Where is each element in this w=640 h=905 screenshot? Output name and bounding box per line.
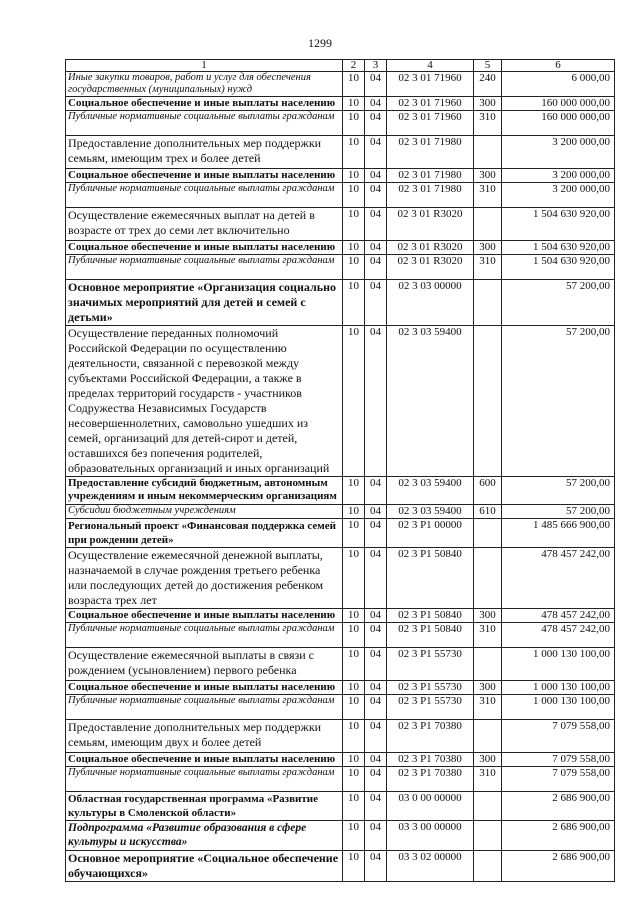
row-target-code: 02 3 P1 55730 [387,648,474,681]
row-section: 10 [343,851,365,882]
row-amount: 7 079 558,00 [502,767,615,792]
row-section: 10 [343,648,365,681]
table-row [66,97,615,111]
row-amount: 478 457 242,00 [502,548,615,609]
row-amount: 3 200 000,00 [502,183,615,208]
table-row [66,720,615,753]
row-section: 10 [343,326,365,477]
row-subsection: 04 [365,169,387,183]
row-section: 10 [343,241,365,255]
row-name: Публичные нормативные социальные выплаты гражданам [66,695,343,720]
row-expense-type [474,136,502,169]
table-row [66,792,615,821]
row-amount: 57 200,00 [502,326,615,477]
row-target-code: 02 3 03 00000 [387,280,474,326]
table-row [66,111,615,136]
row-target-code: 03 3 02 00000 [387,851,474,882]
table-row [66,609,615,623]
row-name: Социальное обеспечение и иные выплаты населению [66,241,343,255]
row-expense-type: 600 [474,477,502,505]
row-amount: 57 200,00 [502,477,615,505]
row-subsection: 04 [365,720,387,753]
row-section: 10 [343,208,365,241]
row-expense-type: 310 [474,255,502,280]
col-header: 6 [502,60,615,72]
row-expense-type: 310 [474,695,502,720]
row-section: 10 [343,477,365,505]
row-amount: 7 079 558,00 [502,753,615,767]
row-subsection: 04 [365,477,387,505]
row-target-code: 02 3 P1 70380 [387,767,474,792]
row-section: 10 [343,72,365,97]
row-section: 10 [343,609,365,623]
row-subsection: 04 [365,72,387,97]
row-section: 10 [343,169,365,183]
row-name: Предоставление дополнительных мер поддержки семьям, имеющим трех и более детей [66,136,343,169]
row-amount: 2 686 900,00 [502,792,615,821]
row-target-code: 02 3 P1 70380 [387,720,474,753]
col-header: 1 [66,60,343,72]
row-name: Социальное обеспечение и иные выплаты населению [66,753,343,767]
row-name: Публичные нормативные социальные выплаты гражданам [66,623,343,648]
table-row [66,695,615,720]
table-row [66,623,615,648]
row-target-code: 03 3 00 00000 [387,821,474,851]
row-name: Осуществление переданных полномочий Российской Федерации по осуществлению деятельности, связанной с перевозкой между субъектами Российской Федерации, а также в пределах территорий государств - участников Содружества Независимых Государств несовершеннолетних, самовольно ушедших из семей, организаций для детей-сирот и детей, оставшихся без попечения родителей, образовательных организаций и иных организаций [66,326,343,477]
row-subsection: 04 [365,208,387,241]
row-amount: 1 504 630 920,00 [502,255,615,280]
row-section: 10 [343,767,365,792]
row-amount: 1 000 130 100,00 [502,648,615,681]
row-subsection: 04 [365,519,387,548]
row-name: Социальное обеспечение и иные выплаты населению [66,609,343,623]
table-row [66,753,615,767]
table-row [66,183,615,208]
row-name: Осуществление ежемесячных выплат на детей в возрасте от трех до семи лет включительно [66,208,343,241]
row-expense-type: 300 [474,97,502,111]
col-header: 2 [343,60,365,72]
row-target-code: 02 3 01 R3020 [387,255,474,280]
row-expense-type: 300 [474,241,502,255]
row-section: 10 [343,792,365,821]
row-target-code: 02 3 P1 55730 [387,695,474,720]
table-row [66,255,615,280]
row-name: Региональный проект «Финансовая поддержка семей при рождении детей» [66,519,343,548]
row-amount: 160 000 000,00 [502,111,615,136]
row-section: 10 [343,97,365,111]
row-target-code: 02 3 01 71960 [387,72,474,97]
row-target-code: 03 0 00 00000 [387,792,474,821]
table-row [66,519,615,548]
row-expense-type [474,208,502,241]
row-subsection: 04 [365,695,387,720]
row-subsection: 04 [365,548,387,609]
row-expense-type: 610 [474,505,502,519]
row-amount: 7 079 558,00 [502,720,615,753]
row-subsection: 04 [365,183,387,208]
table-row [66,208,615,241]
row-subsection: 04 [365,280,387,326]
row-target-code: 02 3 01 71960 [387,111,474,136]
row-target-code: 02 3 P1 00000 [387,519,474,548]
row-amount: 1 504 630 920,00 [502,208,615,241]
row-name: Основное мероприятие «Организация социально значимых мероприятий для детей и семей с детьми» [66,280,343,326]
col-header: 5 [474,60,502,72]
row-name: Осуществление ежемесячной выплаты в связи с рождением (усыновлением) первого ребенка [66,648,343,681]
table-row [66,169,615,183]
table-row [66,648,615,681]
row-section: 10 [343,821,365,851]
row-amount: 1 000 130 100,00 [502,681,615,695]
row-expense-type [474,280,502,326]
row-subsection: 04 [365,609,387,623]
row-name: Социальное обеспечение и иные выплаты населению [66,681,343,695]
row-name: Публичные нормативные социальные выплаты гражданам [66,183,343,208]
row-expense-type: 300 [474,609,502,623]
row-subsection: 04 [365,648,387,681]
row-subsection: 04 [365,821,387,851]
row-target-code: 02 3 P1 70380 [387,753,474,767]
row-expense-type [474,851,502,882]
row-section: 10 [343,753,365,767]
row-name: Публичные нормативные социальные выплаты гражданам [66,767,343,792]
row-amount: 1 000 130 100,00 [502,695,615,720]
row-target-code: 02 3 P1 55730 [387,681,474,695]
row-subsection: 04 [365,241,387,255]
table-row [66,280,615,326]
table-row [66,851,615,882]
row-name: Субсидии бюджетным учреждениям [66,505,343,519]
row-section: 10 [343,623,365,648]
row-target-code: 02 3 P1 50840 [387,548,474,609]
row-target-code: 02 3 01 R3020 [387,241,474,255]
row-amount: 2 686 900,00 [502,821,615,851]
row-target-code: 02 3 03 59400 [387,505,474,519]
col-header: 3 [365,60,387,72]
row-expense-type: 300 [474,681,502,695]
row-expense-type [474,821,502,851]
row-expense-type [474,519,502,548]
row-section: 10 [343,111,365,136]
row-name: Подпрограмма «Развитие образования в сфере культуры и искусства» [66,821,343,851]
row-amount: 57 200,00 [502,280,615,326]
row-amount: 57 200,00 [502,505,615,519]
row-subsection: 04 [365,97,387,111]
row-target-code: 02 3 P1 50840 [387,623,474,648]
row-section: 10 [343,255,365,280]
row-name: Областная государственная программа «Развитие культуры в Смоленской области» [66,792,343,821]
row-expense-type [474,720,502,753]
row-amount: 6 000,00 [502,72,615,97]
row-section: 10 [343,548,365,609]
row-subsection: 04 [365,505,387,519]
row-subsection: 04 [365,851,387,882]
row-name: Осуществление ежемесячной денежной выплаты, назначаемой в случае рождения третьего ребенка или последующих детей до достижения ребенком возраста трех лет [66,548,343,609]
row-expense-type [474,648,502,681]
table-row [66,241,615,255]
row-section: 10 [343,695,365,720]
row-subsection: 04 [365,111,387,136]
row-expense-type: 240 [474,72,502,97]
row-name: Предоставление субсидий бюджетным, автономным учреждениям и иным некоммерческим организациям [66,477,343,505]
table-row [66,136,615,169]
row-name: Иные закупки товаров, работ и услуг для обеспечения государственных (муниципальных) нужд [66,72,343,97]
table-row [66,681,615,695]
row-amount: 478 457 242,00 [502,623,615,648]
row-section: 10 [343,720,365,753]
col-header: 4 [387,60,474,72]
row-section: 10 [343,681,365,695]
row-target-code: 02 3 01 71980 [387,183,474,208]
table-row [66,548,615,609]
row-amount: 1 504 630 920,00 [502,241,615,255]
row-section: 10 [343,280,365,326]
row-expense-type: 300 [474,169,502,183]
row-amount: 2 686 900,00 [502,851,615,882]
row-name: Предоставление дополнительных мер поддержки семьям, имеющим двух и более детей [66,720,343,753]
row-subsection: 04 [365,255,387,280]
table-row [66,821,615,851]
row-amount: 1 485 666 900,00 [502,519,615,548]
table-row [66,477,615,505]
row-target-code: 02 3 01 71980 [387,169,474,183]
row-amount: 478 457 242,00 [502,609,615,623]
row-expense-type [474,792,502,821]
header-row [66,60,615,72]
row-expense-type: 310 [474,183,502,208]
row-subsection: 04 [365,792,387,821]
row-target-code: 02 3 01 R3020 [387,208,474,241]
row-target-code: 02 3 03 59400 [387,326,474,477]
row-amount: 160 000 000,00 [502,97,615,111]
row-section: 10 [343,505,365,519]
table-row [66,767,615,792]
row-name: Публичные нормативные социальные выплаты гражданам [66,255,343,280]
row-expense-type: 310 [474,767,502,792]
row-name: Публичные нормативные социальные выплаты гражданам [66,111,343,136]
row-target-code: 02 3 P1 50840 [387,609,474,623]
row-name: Социальное обеспечение и иные выплаты населению [66,97,343,111]
row-subsection: 04 [365,136,387,169]
row-expense-type [474,326,502,477]
table-row [66,505,615,519]
row-section: 10 [343,519,365,548]
row-section: 10 [343,183,365,208]
row-subsection: 04 [365,681,387,695]
row-target-code: 02 3 01 71980 [387,136,474,169]
table-row [66,326,615,477]
row-name: Основное мероприятие «Социальное обеспечение обучающихся» [66,851,343,882]
row-subsection: 04 [365,326,387,477]
row-expense-type [474,548,502,609]
row-target-code: 02 3 03 59400 [387,477,474,505]
row-expense-type: 300 [474,753,502,767]
budget-table [65,59,615,882]
row-subsection: 04 [365,767,387,792]
page-number: 1299 [308,36,332,50]
row-amount: 3 200 000,00 [502,136,615,169]
table-row [66,72,615,97]
row-section: 10 [343,136,365,169]
row-expense-type: 310 [474,111,502,136]
row-target-code: 02 3 01 71960 [387,97,474,111]
row-subsection: 04 [365,753,387,767]
row-subsection: 04 [365,623,387,648]
row-name: Социальное обеспечение и иные выплаты населению [66,169,343,183]
row-amount: 3 200 000,00 [502,169,615,183]
row-expense-type: 310 [474,623,502,648]
